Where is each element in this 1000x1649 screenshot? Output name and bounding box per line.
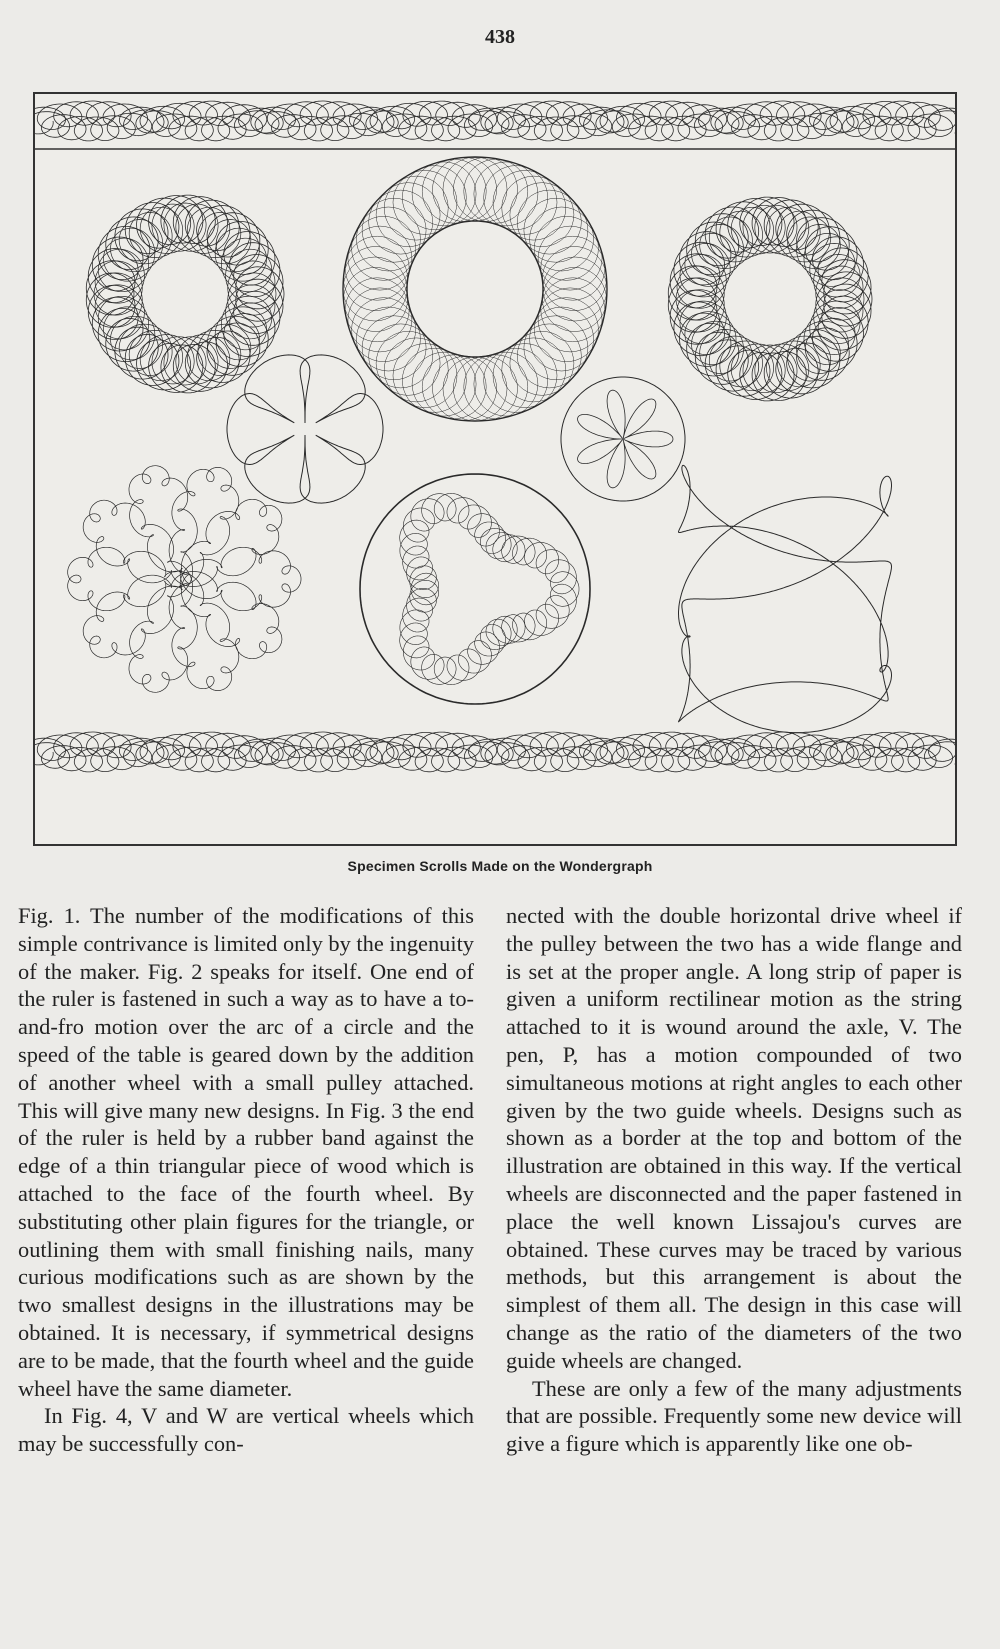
border-scroll-top-icon [35,101,955,141]
paragraph: In Fig. 4, V and W are vertical wheels which may be successfully con- [18,1403,474,1457]
wondergraph-illustration [35,94,955,844]
floral-roundel-icon [561,377,685,501]
cloverleaf-circle-icon [360,474,590,704]
paragraph: Fig. 1. The number of the modifications of this simple contrivance is limited only by the ingenuity of the maker. Fig. 2 speaks for itself. One end of the ruler is fastened in such a way as to have a to-and-fro motion over the arc of a circle and the speed of the table is geared down by the addition of another wheel with a small pulley attached. This will give many new designs. In Fig. 3 the end of the ruler is held by a rubber band against the edge of a thin triangular piece of wood which is attached to the face of the fourth wheel. By substituting other plain figures for the triangle, or outlining them with small finishing nails, many curious modifications such as are shown by the two smallest designs in the illustrations may be obtained. It is necessary, if symmetrical designs are to be made, that the fourth wheel and the guide wheel have the same diameter. [18,903,474,1401]
five-lobe-loops-icon [68,466,301,693]
paragraph: nected with the double horizontal drive wheel if the pulley between the two has a wide flange and is set at the proper angle. A long strip of paper is given a uniform rectilinear motion as the string attached to it is wound around the axle, V. The pen, P, has a motion compounded of two simultaneous motions at right angles to each other given by the two guide wheels. Designs such as shown as a border at the top and bottom of the illustration are obtained in this way. If the vertical wheels are disconnected and the paper fastened in place the well known Lissajou's curves are obtained. These curves may be traced by various methods, but this arrangement is about the simplest of them all. The design in this case will change as the ratio of the diameters of the two guide wheels are changed. [506,903,962,1373]
dense-ring-icon [343,157,607,421]
page-number: 438 [485,26,515,48]
text-column-left [18,902,474,1458]
six-petal-star-icon [227,355,383,503]
paragraph: These are only a few of the many adjustments that are possible. Frequently some new device will give a figure which is apparently like one ob- [506,1375,962,1457]
lissajous-spirals-icon [679,465,892,732]
rosette-right-icon [668,197,872,401]
border-scroll-bottom-icon [35,732,955,772]
text-column-right [506,902,962,1458]
figure-plate [33,92,957,846]
figure-caption: Specimen Scrolls Made on the Wondergraph [347,858,653,874]
rosette-left-icon [86,195,284,393]
